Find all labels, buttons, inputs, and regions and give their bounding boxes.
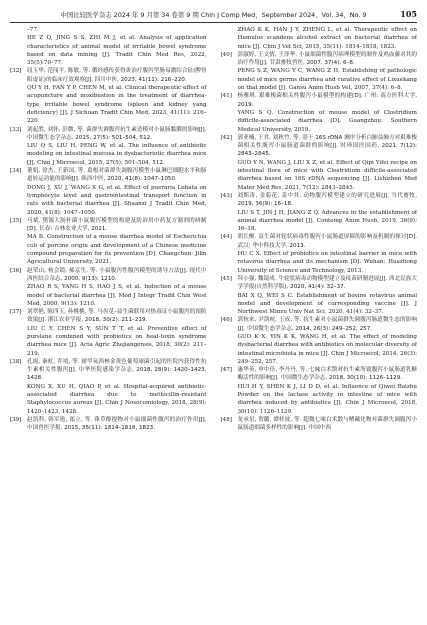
reference-number: [47] bbox=[220, 367, 232, 374]
reference-entry bbox=[10, 167, 207, 217]
reference-body bbox=[238, 192, 418, 233]
page-number: 105 bbox=[400, 9, 417, 19]
reference-text: 刘斯涛, 金菊花, 姜中其. 动物腹泻模型建立的研究进展[J]. 当代畜牧, 2019, 36(9): 16–18. bbox=[237, 192, 417, 208]
reference-number: [45] bbox=[220, 275, 232, 282]
reference-entry bbox=[221, 92, 418, 133]
reference-entry bbox=[221, 366, 418, 416]
reference-number: [42] bbox=[220, 134, 232, 141]
reference-text: KONG X, XU H, QIAO P, et al. Hospital-acquired antibiotic-associated diarrhea due to methicillin-resistant Staphylococcus aureus [J]. Chin J Nosocomiology, 2018, 28(9): 1420–1423, 1428. bbox=[27, 383, 207, 415]
reference-text: ZHAO R S, YANG H S, HAO J S, et al. Induction of a mouse model of bacterial diarrhea [J]. Mod J Integr Tradit Chin West Med, 2000, 9(13): 1210. bbox=[27, 284, 207, 307]
reference-text: 杨雅琪. 艰难梭菌相关性腹泻小鼠模型的构建[D]. 广州: 南方医科大学, 2019. bbox=[237, 93, 417, 108]
reference-entry bbox=[10, 67, 207, 125]
reference-body bbox=[238, 275, 418, 316]
reference-text: 拜小强, 魏镜成. 牛轮状病毒动物模型建立及疫苗研制进展[J]. 西北民族大学学报(自然科学版), 2020, 41(4): 32–37. bbox=[237, 275, 417, 291]
reference-number: [36] bbox=[10, 267, 22, 274]
running-header bbox=[10, 7, 417, 21]
reference-entry bbox=[221, 26, 418, 51]
reference-body bbox=[238, 26, 418, 51]
reference-entry bbox=[221, 275, 418, 316]
reference-columns bbox=[10, 26, 417, 621]
reference-text: LIU C Y, CHEN S Y, SUN T T, et al. Preventive effect of purslane combined with probiotics on heat-toxin syndrome diarrhea mice [J]. Acta Agric Zhejiangensis, 2018, 30(2): 211–219. bbox=[27, 325, 207, 357]
reference-number: [46] bbox=[220, 317, 232, 324]
reference-body bbox=[238, 366, 418, 416]
reference-entry bbox=[10, 416, 207, 433]
reference-text: HE Z Q, JING S S, ZHI M J, et al. Analysis of application characteristics of animal model of irritable bowel syndrome based on data mining [J]. Tradit Chin Med Res, 2022, 35(5):70–77. bbox=[27, 35, 207, 67]
reference-number: [37] bbox=[10, 309, 22, 316]
reference-text: GUO K X, YIN K K, WANG H, et al. The effect of modeling dysbacterial diarrhea with antibiotics on molecular diversity of intestinal microbiota in mice [J]. Chin J Microecol, 2014, 26(3): 249–252, 257. bbox=[237, 333, 417, 365]
reference-number: [32] bbox=[10, 68, 22, 75]
reference-entry bbox=[221, 233, 418, 274]
reference-body bbox=[238, 92, 418, 133]
reference-text: MA B. Construction of a mouse diarrhea model of Escherichia coli of porcine origin and development of a Chinese medicine compound preparation for its prevention [D]. Changchun: Jilin Agricultural University, 2021. bbox=[27, 234, 207, 266]
reference-text: BAI X Q, WEI S C. Establishment of bovine rotavirus animal model and development of corresponding vaccine [J]. J Northwest Minzu Univ Nat Sci, 2020, 41(4): 32–37. bbox=[237, 292, 417, 316]
reference-text: HUI H Y, SHEN K J, LI D D, et al. Influence of Qiwei Baizhu Powder on the lactase activity in intestine of mice with diarrhea induced by antibiotics [J]. Chin J Microecol, 2018, 30(10): 1126–1129. bbox=[237, 383, 417, 415]
right-reference-column bbox=[221, 26, 418, 621]
reference-body bbox=[238, 316, 418, 366]
reference-text: –77. bbox=[27, 27, 39, 33]
reference-text: ZHAO K K, HAN J Y, ZHENG L, et al. Therapeutic effect on Humulus scandens alcohol extract on bacterial diarrhea of mice [J]. Chin J Vet Sci, 2015, 35(11): 1814–1818, 1823. bbox=[237, 27, 417, 50]
reference-text: 郭亚楠, 王君, 刘秋竹, 等. 基于 16S rDNA 测序分析白肺益肺方对艰难梭菌相关性腹泻小鼠肠道菌群的影响[J]. 时珍国医国药, 2021, 7(12): 2843–2845. bbox=[237, 134, 417, 158]
reference-entry bbox=[221, 134, 418, 192]
reference-text: 屈玉华, 范闯平, 陈敏, 等. 循经感传获得灸治疗腹泻型肠易激综合征(脾肾阳虚证)的临床疗效观察[J]. 四川中医, 2023, 41(11): 216–220. bbox=[27, 68, 207, 83]
reference-text: 刘翠艳, 陈四玉, 孙桃桃, 等. 马齿苋–益生菌联用对热毒证小鼠腹泻的预防效果[J]. 浙江农业学报, 2018, 30(2): 211–219. bbox=[27, 309, 207, 324]
reference-number: [43] bbox=[220, 192, 232, 199]
reference-body bbox=[238, 233, 418, 274]
reference-body bbox=[27, 267, 207, 308]
reference-body bbox=[27, 167, 207, 217]
reference-number: [33] bbox=[10, 126, 22, 133]
reference-number: [40] bbox=[220, 51, 232, 58]
reference-entry bbox=[221, 192, 418, 233]
reference-text: 赵凯科, 韩军艳, 郑立, 等. 葎草醇提物对小鼠细菌性腹泻的治疗作用[J]. 中国兽医学报, 2015, 35(11): 1814–1818, 1823. bbox=[27, 416, 207, 432]
reference-body bbox=[27, 26, 207, 67]
reference-number: [48] bbox=[220, 416, 232, 423]
reference-body bbox=[27, 126, 207, 167]
header-rule bbox=[10, 22, 417, 23]
reference-entry bbox=[10, 358, 207, 416]
reference-entry bbox=[10, 267, 207, 308]
reference-number: [34] bbox=[10, 168, 22, 175]
reference-number: [44] bbox=[220, 234, 232, 241]
reference-body bbox=[27, 358, 207, 416]
journal-header-text: 中国比较医学杂志 2024 年 9 月第 34 卷第 9 期 Chin J Comp Med，September 2024，Vol. 34，No. 9 bbox=[60, 11, 367, 19]
reference-entry bbox=[221, 51, 418, 92]
reference-number bbox=[221, 26, 238, 51]
reference-text: LIU Q S, LIU H, PENG W, et al. The influence of antibiotic modeling on intestinal mucosa in dysbacteriotic diarrhea mice [J]. Chin J Microecol, 2015, 27(5): 501–504, 512. bbox=[27, 143, 207, 166]
reference-text: 惠华英, 申中佳, 李丹丹, 等. 七味白术散对抗生素所致腹泻小鼠肠道乳糖酶活性的影响[J]. 中国微生态学杂志, 2018, 30(10): 1126–1129. bbox=[237, 367, 417, 382]
reference-text: QU Y H, FAN Y P, CHEN M, et al. Clinical therapeutic effect of acupuncture and moxibustion in the treatment of diarrhea-type irritable bowel syndrome (spleen and kidney yang deficiency) [J]. J Sichuan Tradit Chin Med, 2023, 41(11): 216–220. bbox=[27, 85, 207, 125]
reference-text: 董娟, 徐杰, 王新国, 等. 葛根对菌群失调腹泻模型小鼠淋巴细胞水平和肠道转运功能的影响[J]. 陕西中医, 2020, 41(8): 1047–1050. bbox=[27, 168, 207, 183]
reference-text: 马斌. 猪源大肠杆菌小鼠腹泻模型的构建及防治用中药复方制剂的研制[D]. 长春: 吉林农业大学, 2021. bbox=[27, 217, 207, 233]
reference-number: [38] bbox=[10, 358, 22, 365]
reference-text: 彭淑婷, 王文倩, 王泽华. 小鼠细菌性腹泻病理模型的制作及鸡血藤对其的治疗作用[J]. 甘肃畜牧兽医, 2007, 37(4): 6–8. bbox=[237, 51, 417, 67]
reference-body bbox=[238, 51, 418, 92]
reference-text: 龙承星, 贺璐, 谭桂波, 等. 超微七味白术散与鳍藏化物对菌群失调腹泻小鼠肠道细菌多样性的影响[J]. 中国中西 bbox=[237, 416, 417, 432]
reference-text: GUO Y N, WANG J, LIU X Z, et al. Effect of Qipi Yifei recipe on intestinal flora of mice with Clostridium difficile-associated diarrhea based on 16S rDNA sequencing [J]. Lishizhen Med Mater Med Res, 2021, 7(12): 2843–2845. bbox=[237, 159, 417, 191]
reference-entry bbox=[10, 26, 207, 67]
reference-body bbox=[27, 416, 207, 433]
reference-text: DONG J, XU J, WANG X G, et al. Effect of pueraria Lobata on lymphocyte level and gastrointestinal transport function in rats with bacterial diarrhea [J]. Shaanxi J Tradit Chin Med, 2020, 41(8): 1047–1050. bbox=[27, 184, 207, 216]
reference-text: 孔霞, 秦虹, 乔靖, 等. 耐甲氧西林金黄色葡萄球菌引起的医院内获得性抗生素相关性腹泻[J]. 中华医院感染学杂志, 2018, 28(9): 1420–1423, 1428. bbox=[27, 358, 207, 382]
reference-text: 赵荣山, 杨会锁, 郝京生, 等. 小鼠腹泻性腹泻模型的诱导方法[J]. 现代中西医结合杂志, 2000, 9(13): 1210. bbox=[27, 267, 207, 282]
reference-text: PENG S Z, WANG Y C, WANG Z H. Establishing of pathologic model of mice germs diarrhea and curative effect of Lixuekang on that model [J]. Gansu Anim Husb Vet, 2007, 37(4): 6–8. bbox=[237, 68, 417, 92]
reference-body bbox=[27, 217, 207, 267]
reference-body bbox=[238, 134, 418, 192]
reference-body bbox=[238, 416, 418, 433]
reference-body bbox=[27, 67, 207, 125]
reference-entry bbox=[10, 217, 207, 267]
reference-text: 胡长醒. 益生菌对轮状病毒性腹泻小鼠肠道屏障的影响及机制的探讨[D]. 武汉: 华中科技大学, 2013. bbox=[237, 234, 417, 249]
reference-text: HU C X. Effect of probiotics on intestinal barrier in mice with rotavirus diarrhea and its mechanism [D]. Wuhan: Huazhong University of Science and Technology, 2013. bbox=[237, 251, 417, 274]
reference-number: [39] bbox=[10, 416, 22, 423]
reference-body bbox=[27, 308, 207, 358]
reference-entry bbox=[221, 416, 418, 433]
reference-text: YANG S Q. Construction of mouse model of Clostridium difficile-associated diarrhea [D]. Guangzhou: Southern Medical University, 2019. bbox=[237, 109, 417, 133]
left-reference-column bbox=[10, 26, 207, 621]
reference-text: 刘起胜, 刘怀, 彭微, 等. 菌群失调腹泻抗生素造模对小鼠肠黏膜的影响[J]. 中国微生态学杂志, 2015, 27(5): 501–504, 512. bbox=[27, 126, 207, 141]
reference-entry bbox=[10, 308, 207, 358]
reference-text: 郭杭来, 尹凯杭, 王成, 等. 抗生素对小鼠菌群失调腹泻肠道微生态的影响[J]. 中国微生态学杂志, 2014, 26(3): 249–252, 257. bbox=[237, 317, 417, 332]
reference-text: LIU S T, JIN J H, JIANG Z Q. Advances in the establishment of animal diarrhea model [J]. Contemp Anim Husb, 2019, 36(9): 16–18. bbox=[237, 209, 417, 233]
reference-entry bbox=[221, 316, 418, 366]
reference-number: [41] bbox=[220, 93, 232, 100]
reference-number bbox=[10, 26, 27, 67]
reference-entry bbox=[10, 126, 207, 167]
reference-number: [35] bbox=[10, 217, 22, 224]
